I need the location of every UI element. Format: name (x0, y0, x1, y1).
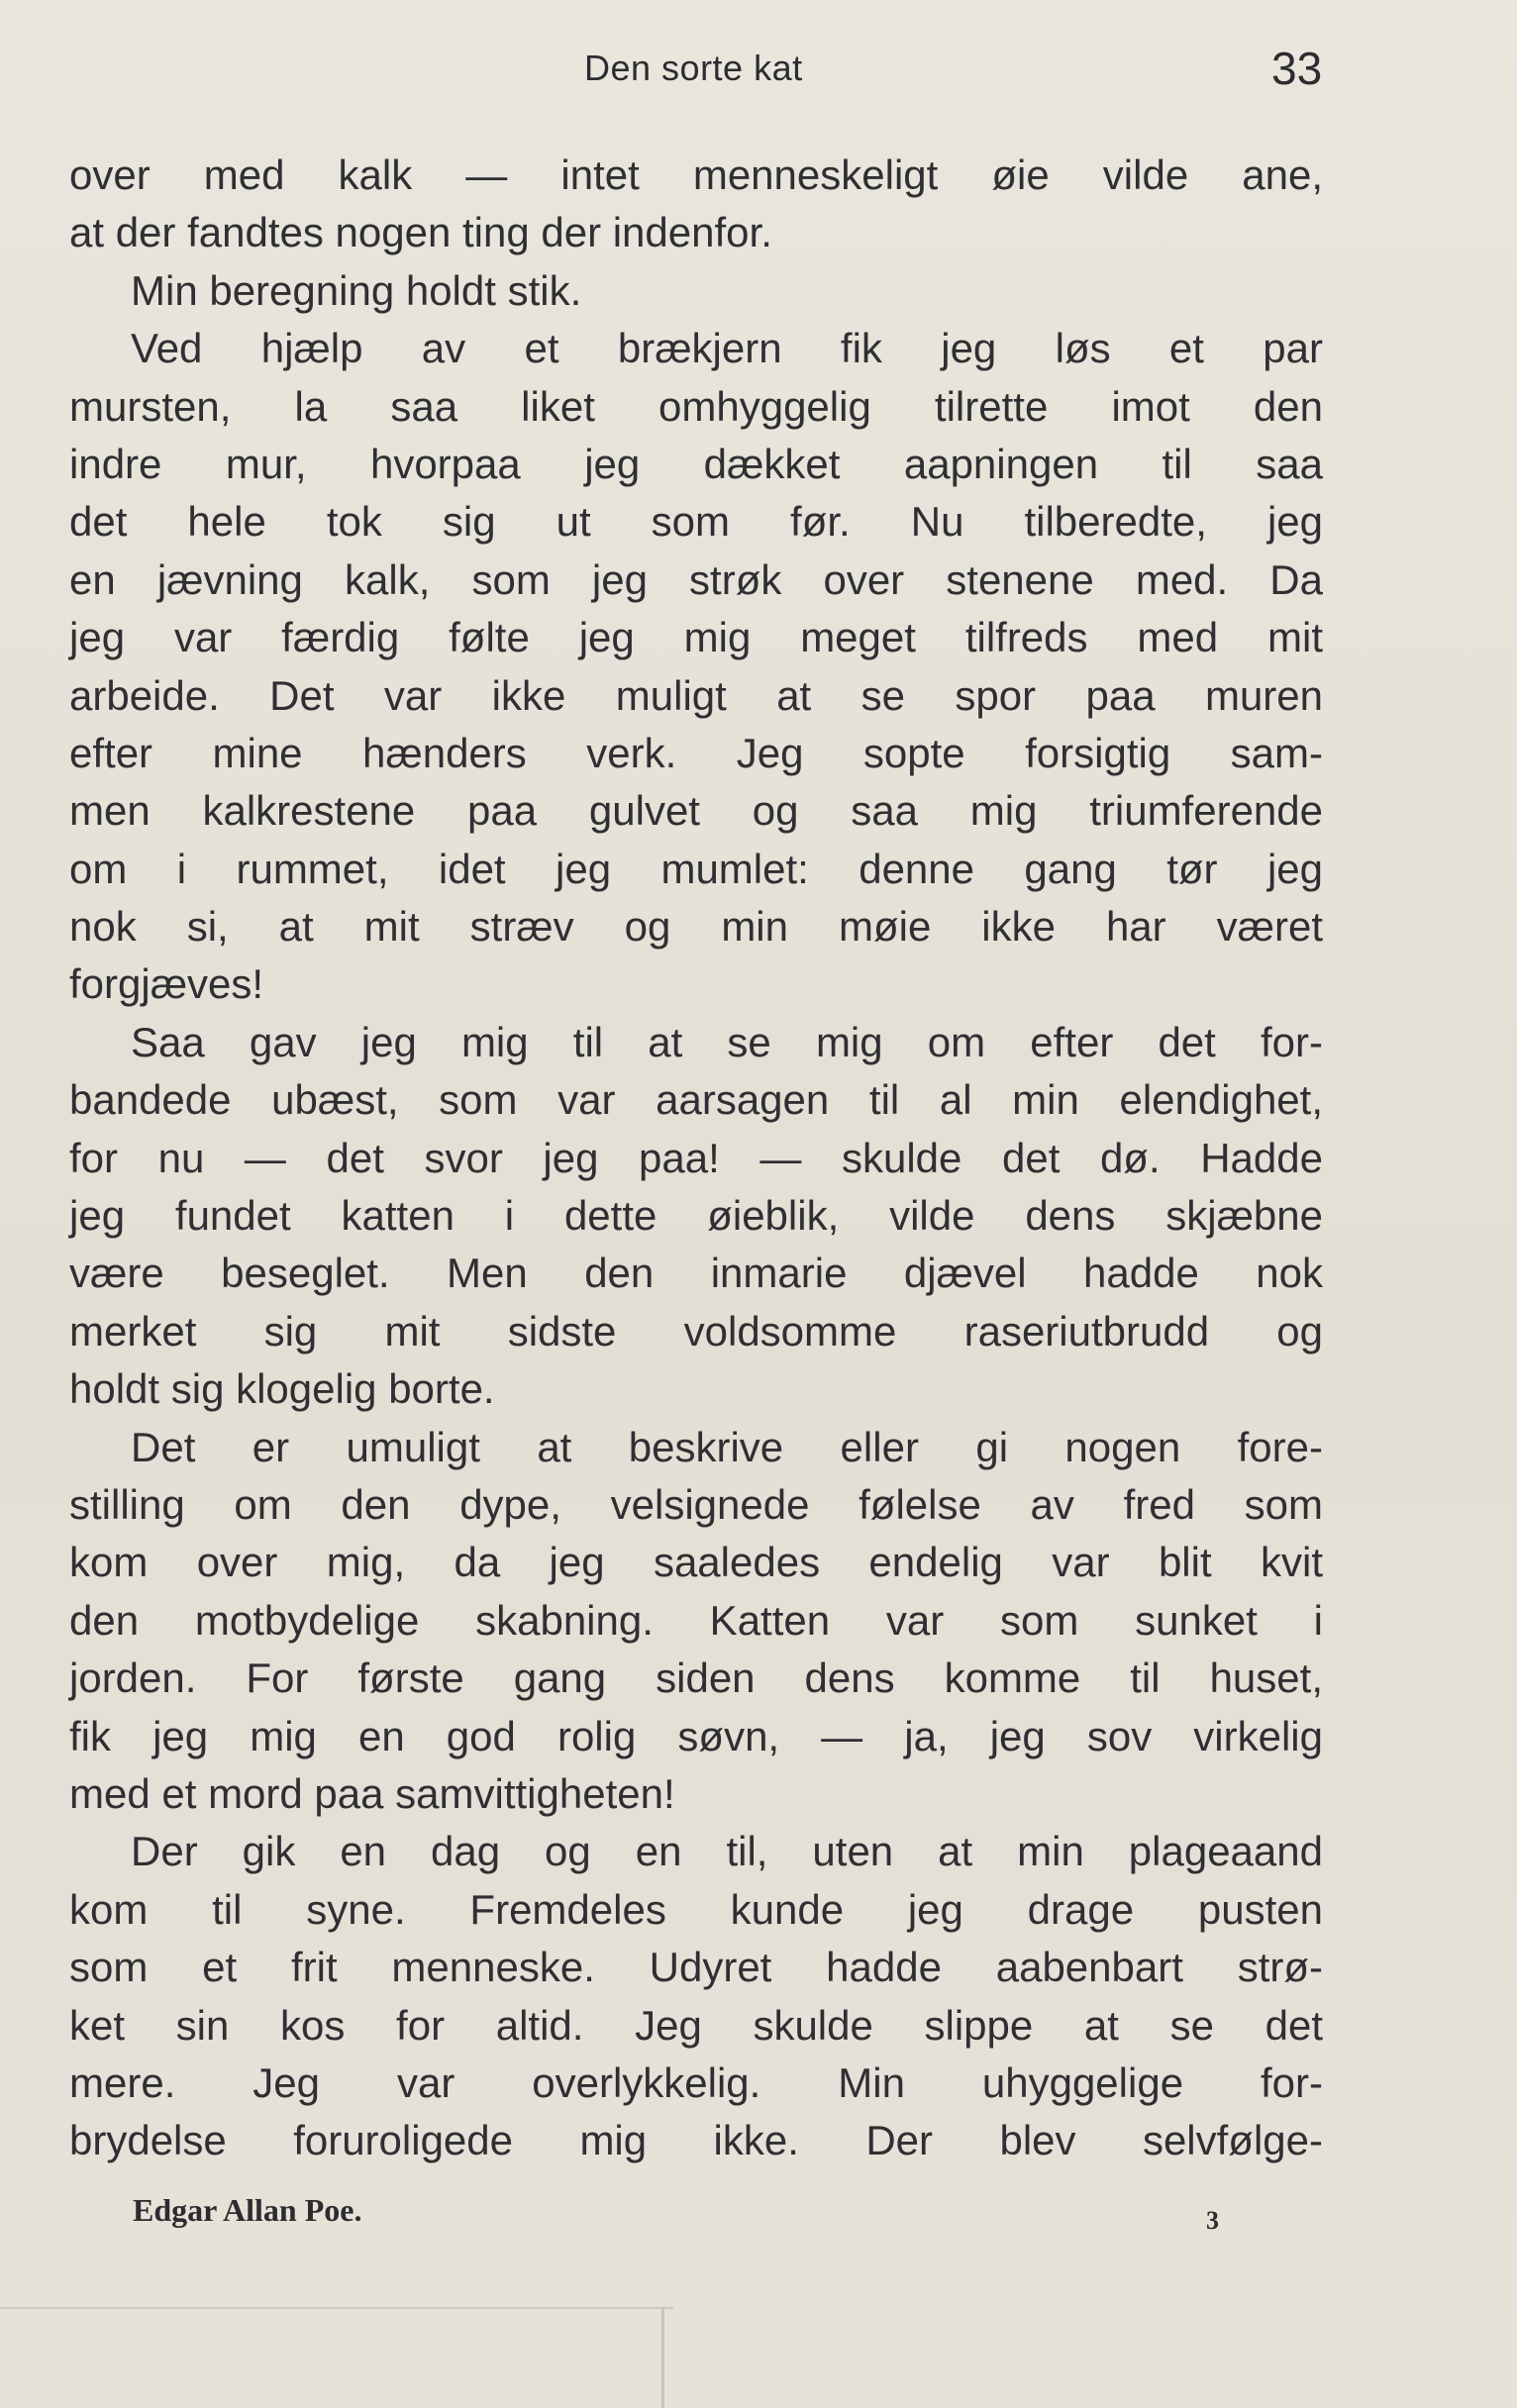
text-line: det hele tok sig ut som før. Nu tilberedte, jeg (69, 498, 1323, 546)
text-line: jeg fundet katten i dette øieblik, vilde dens skjæbne (69, 1192, 1323, 1240)
text-line: forgjæves! (69, 960, 264, 1008)
text-line: bandede ubæst, som var aarsagen til al min elendighet, (69, 1076, 1323, 1124)
text-line: kom over mig, da jeg saaledes endelig var blit kvit (69, 1539, 1323, 1586)
text-line: brydelse foruroligede mig ikke. Der blev selvfølge- (69, 2117, 1323, 2164)
text-line: jorden. For første gang siden dens komme til huset, (69, 1655, 1323, 1702)
text-line: Ved hjælp av et brækjern fik jeg løs et par (131, 325, 1323, 372)
text-line: holdt sig klogelig borte. (69, 1365, 495, 1413)
page-fold-edge (661, 2307, 664, 2408)
text-line: arbeide. Det var ikke muligt at se spor paa muren (69, 671, 1323, 719)
signature-mark: Edgar Allan Poe. (133, 2192, 362, 2228)
text-line: Det er umuligt at beskrive eller gi nogen fore- (131, 1423, 1323, 1470)
signature-number: 3 (1206, 2206, 1219, 2235)
text-line: stilling om den dype, velsignede følelse av fred som (69, 1480, 1323, 1528)
text-line: med et mord paa samvittigheten! (69, 1769, 675, 1817)
text-line: for nu — det svor jeg paa! — skulde det dø. Hadde (69, 1134, 1323, 1181)
page-header (0, 42, 1517, 101)
text-line: om i rummet, idet jeg mumlet: denne gang tør jeg (69, 845, 1323, 892)
text-line: efter mine hænders verk. Jeg sopte forsigtig sam- (69, 729, 1323, 776)
text-line: Min beregning holdt stik. (131, 266, 582, 314)
text-line: indre mur, hvorpaa jeg dækket aapningen til saa (69, 440, 1323, 487)
text-line: fik jeg mig en god rolig søvn, — ja, jeg sov virkelig (69, 1712, 1323, 1759)
text-line: over med kalk — intet menneskeligt øie vilde ane, (69, 151, 1323, 198)
text-line: den motbydelige skabning. Katten var som sunket i (69, 1596, 1323, 1644)
body-text (69, 147, 1323, 2170)
text-line: en jævning kalk, som jeg strøk over stenene med. Da (69, 555, 1323, 603)
text-line: kom til syne. Fremdeles kunde jeg drage pusten (69, 1885, 1323, 1933)
text-line: merket sig mit sidste voldsomme raseriutbrudd og (69, 1307, 1323, 1354)
running-title: Den sorte kat (584, 48, 803, 88)
text-line: nok si, at mit stræv og min møie ikke har været (69, 903, 1323, 951)
text-line: jeg var færdig følte jeg mig meget tilfreds med mit (69, 614, 1323, 661)
text-line: Saa gav jeg mig til at se mig om efter det for- (131, 1018, 1323, 1065)
text-line: som et frit menneske. Udyret hadde aabenbart strø- (69, 1944, 1323, 1991)
page-number: 33 (1271, 43, 1323, 94)
text-line: Der gik en dag og en til, uten at min plageaand (131, 1828, 1323, 1875)
text-line: være beseglet. Men den inmarie djævel hadde nok (69, 1250, 1323, 1297)
text-line: at der fandtes nogen ting der indenfor. (69, 209, 772, 256)
page-footer (0, 2192, 1517, 2252)
page-fold-line (0, 2307, 673, 2309)
text-line: mursten, la saa liket omhyggelig tilrette imot den (69, 382, 1323, 430)
text-line: ket sin kos for altid. Jeg skulde slippe at se det (69, 2001, 1323, 2049)
text-line: mere. Jeg var overlykkelig. Min uhyggelige for- (69, 2058, 1323, 2106)
text-line: men kalkrestene paa gulvet og saa mig triumferende (69, 787, 1323, 835)
